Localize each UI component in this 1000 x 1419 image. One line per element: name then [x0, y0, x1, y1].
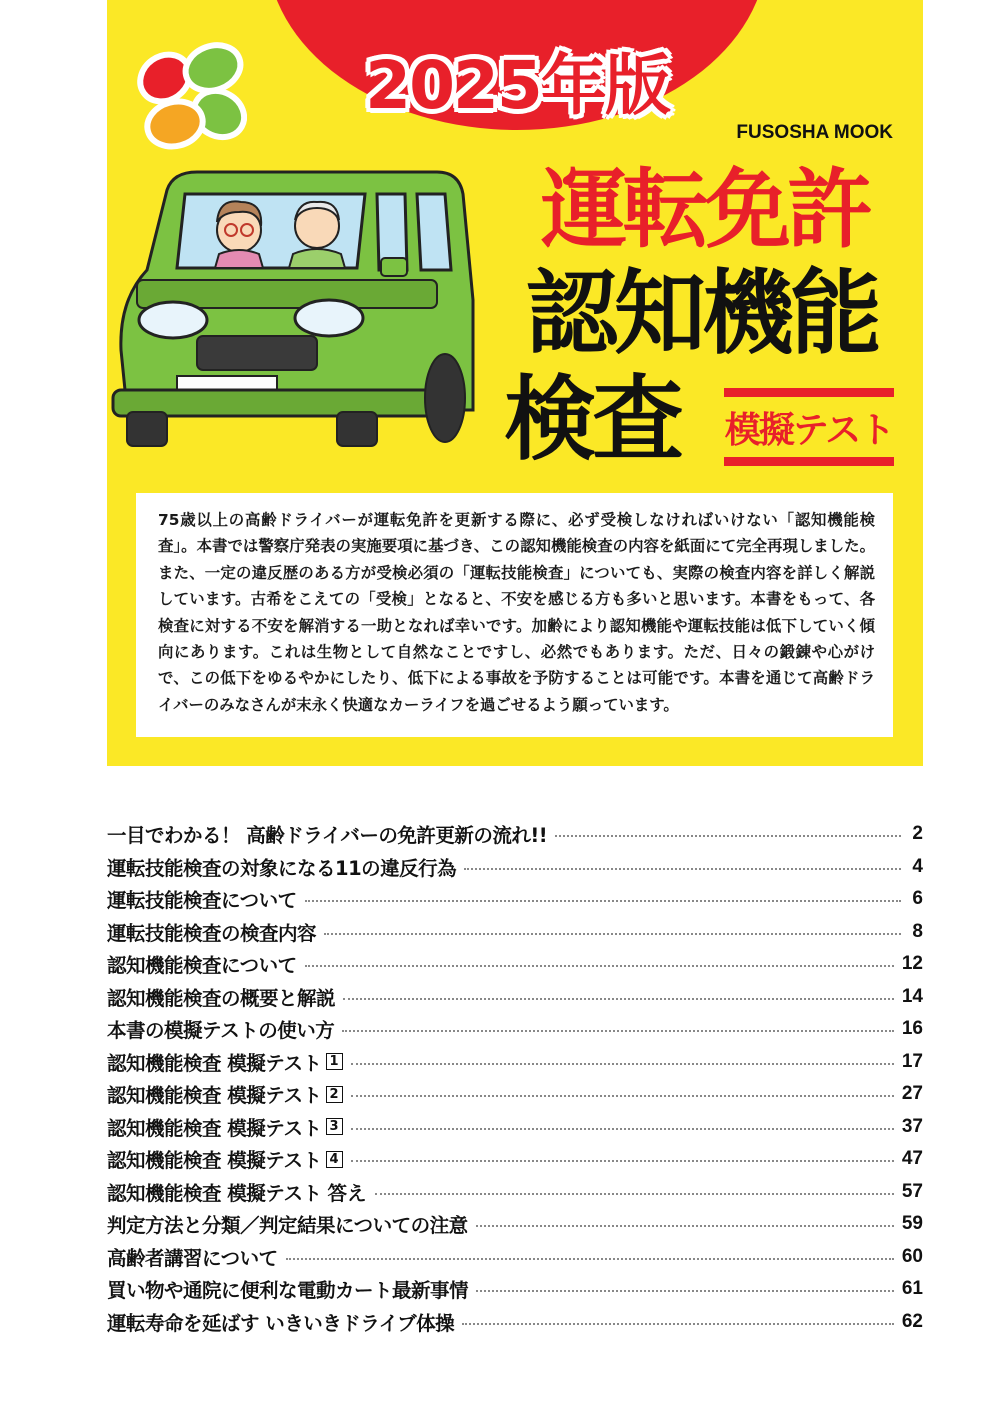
toc-entry-title: 高齢者講習について: [107, 1246, 278, 1270]
toc-leader-dots: [351, 1095, 894, 1097]
toc-entry-title: 認知機能検査の概要と解説: [107, 986, 336, 1010]
toc-entry-page: 17: [901, 1050, 923, 1072]
toc-entry-page: 60: [901, 1245, 923, 1267]
toc-entry[interactable]: [107, 1046, 923, 1079]
toc-entry[interactable]: [107, 1273, 923, 1306]
toc-test-number-box: 3: [326, 1118, 343, 1135]
toc-entry-page: 14: [901, 985, 923, 1007]
clover-logo-icon: [135, 36, 247, 154]
mock-test-badge: [724, 388, 894, 466]
toc-entry[interactable]: [107, 1111, 923, 1144]
toc-entry[interactable]: [107, 1078, 923, 1111]
toc-leader-dots: [476, 1290, 894, 1292]
toc-test-number-box: 2: [326, 1086, 343, 1103]
toc-entry-page: 2: [912, 823, 923, 845]
toc-test-number-box: 4: [326, 1151, 343, 1168]
toc-entry[interactable]: [107, 916, 923, 949]
toc-leader-dots: [476, 1225, 894, 1227]
toc-entry-title: 認知機能検査 模擬テスト: [107, 1181, 322, 1205]
toc-entry-page: 37: [901, 1115, 923, 1137]
toc-entry-title: 一目でわかる！ 高齢ドライバーの免許更新の流れ!!: [107, 824, 548, 848]
table-of-contents: [107, 818, 923, 1338]
toc-entry-page: 47: [901, 1148, 923, 1170]
toc-entry[interactable]: [107, 981, 923, 1014]
toc-entry-title: 買い物や通院に便利な電動カート最新事情: [107, 1279, 469, 1303]
toc-entry-title: 認知機能検査 模擬テスト: [107, 1084, 322, 1108]
book-cover: [107, 0, 923, 766]
toc-entry-page: 16: [901, 1018, 923, 1040]
mock-badge-bottom-bar: [724, 457, 894, 466]
toc-entry[interactable]: [107, 1306, 923, 1339]
toc-entry-page: 27: [901, 1083, 923, 1105]
toc-entry[interactable]: [107, 851, 923, 884]
toc-entry-title: 認知機能検査 模擬テスト: [107, 1051, 322, 1075]
toc-entry-suffix: 答え: [327, 1181, 367, 1205]
toc-entry-title: 判定方法と分類／判定結果についての注意: [107, 1214, 468, 1238]
toc-leader-dots: [305, 965, 894, 967]
toc-leader-dots: [324, 933, 901, 935]
toc-entry-title: 運転技能検査について: [107, 889, 297, 913]
toc-entry[interactable]: [107, 1013, 923, 1046]
description-text: 75歳以上の高齢ドライバーが運転免許を更新する際に、必ず受検しなければいけない「認知機能検査」。本書では警察庁発表の実施要項に基づき、この認知機能検査の内容を紙面にて完全再現しました。また、一定の違反歴のある方が受検必須の「運転技能検査」についても、実際の検査内容を詳しく解説しています。古希をこえての「受検」となると、不安を感じる方も多いと思います。本書をもって、各検査に対する不安を解消する一助となれば幸いです。加齢により認知機能や運転技能は低下していく傾向にあります。これは生物として自然なことですし、必然でもあります。ただ、日々の鍛錬や心がけで、この低下をゆるやかにしたり、低下による事故を予防することは可能です。本書を通じて高齢ドライバーのみなさんが末永く快適なカーライフを過ごせるよう願っています。: [158, 511, 875, 714]
toc-leader-dots: [462, 1323, 894, 1325]
toc-entry-page: 62: [901, 1310, 923, 1332]
toc-entry-page: 6: [912, 888, 923, 910]
toc-leader-dots: [342, 1030, 894, 1032]
toc-leader-dots: [351, 1063, 894, 1065]
toc-entry-page: 8: [912, 920, 923, 942]
mock-test-label: 模擬テスト: [724, 410, 894, 451]
toc-entry-title: 本書の模擬テストの使い方: [107, 1019, 335, 1043]
toc-leader-dots: [305, 900, 901, 902]
toc-entry[interactable]: [107, 1143, 923, 1176]
toc-leader-dots: [343, 998, 894, 1000]
mock-badge-top-bar: [724, 388, 894, 397]
publisher-label: FUSOSHA MOOK: [736, 122, 893, 143]
toc-entry[interactable]: [107, 818, 923, 851]
toc-leader-dots: [351, 1128, 894, 1130]
toc-entry-page: 12: [901, 953, 923, 975]
toc-entry[interactable]: [107, 1241, 923, 1274]
toc-entry-page: 57: [901, 1180, 923, 1202]
toc-entry[interactable]: [107, 1176, 923, 1209]
toc-entry[interactable]: [107, 1208, 923, 1241]
toc-leader-dots: [286, 1258, 894, 1260]
title-line-test: 検査: [504, 366, 681, 473]
title-line-driving-license: 運転免許: [541, 160, 869, 260]
toc-entry-title: 認知機能検査 模擬テスト: [107, 1116, 322, 1140]
toc-entry[interactable]: [107, 948, 923, 981]
toc-entry-page: 4: [912, 855, 923, 877]
toc-entry-title: 運転寿命を延ばす いきいきドライブ体操: [107, 1311, 455, 1335]
toc-entry-page: 61: [901, 1278, 923, 1300]
toc-test-number-box: 1: [326, 1053, 343, 1070]
title-line-cognitive-function: 認知機能: [525, 260, 878, 367]
toc-entry-page: 59: [901, 1213, 923, 1235]
description-box: [136, 493, 893, 737]
car-illustration: [107, 150, 477, 480]
toc-leader-dots: [375, 1193, 894, 1195]
toc-entry[interactable]: [107, 883, 923, 916]
toc-leader-dots: [464, 868, 901, 870]
toc-leader-dots: [351, 1160, 894, 1162]
toc-entry-title: 運転技能検査の対象になる11の違反行為: [107, 856, 457, 880]
toc-entry-title: 認知機能検査について: [107, 954, 297, 978]
toc-entry-title: 運転技能検査の検査内容: [107, 921, 317, 945]
year-edition-label: 2025年版: [365, 47, 669, 124]
toc-entry-title: 認知機能検査 模擬テスト: [107, 1149, 322, 1173]
toc-leader-dots: [555, 835, 901, 837]
